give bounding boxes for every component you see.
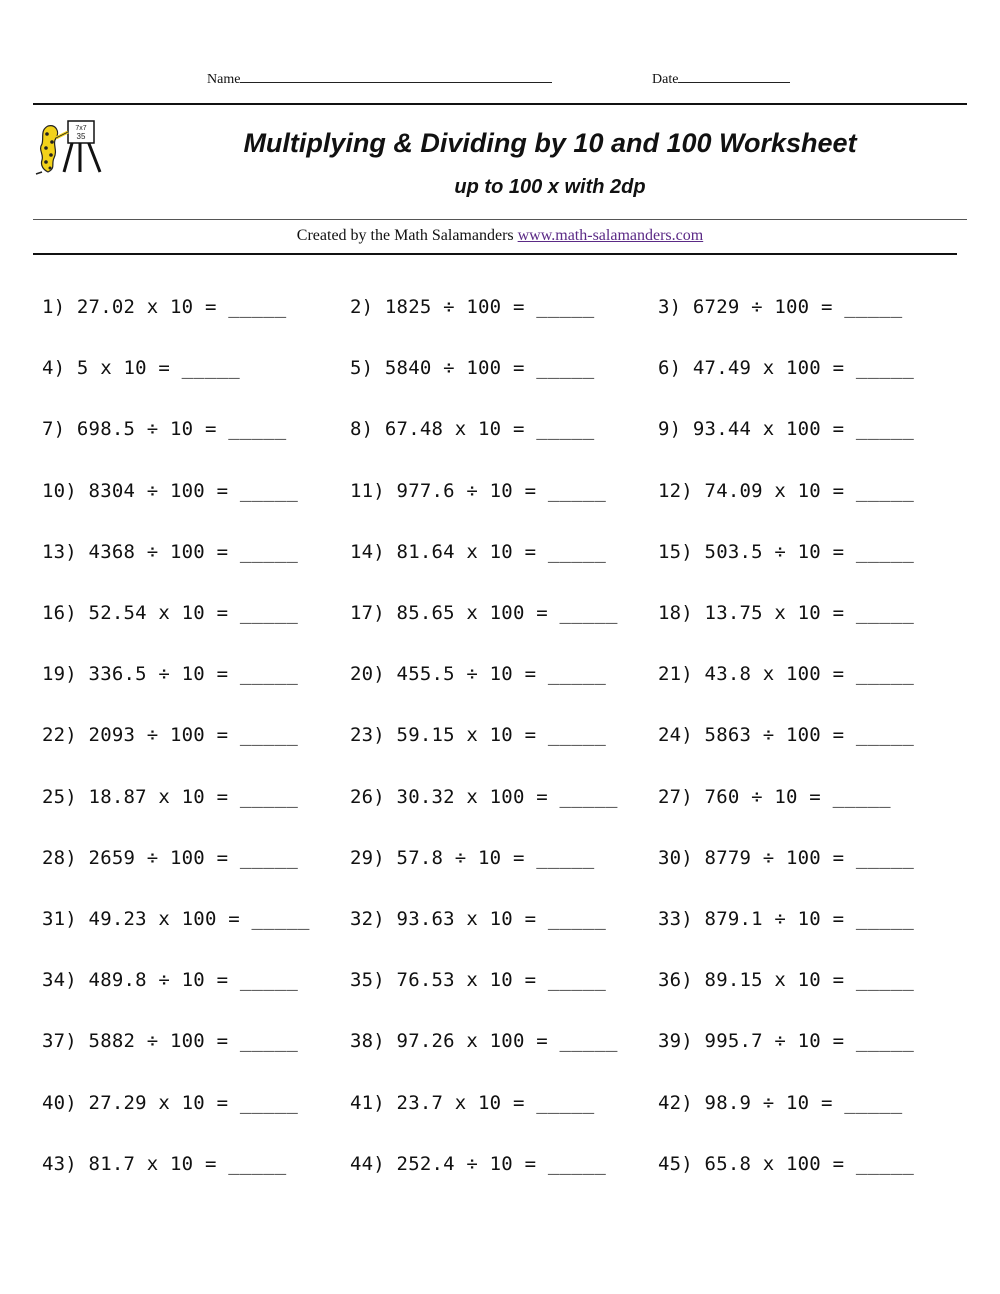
page-title: Multiplying & Dividing by 10 and 100 Worksheet — [243, 128, 857, 158]
date-blank — [678, 70, 790, 83]
credit-line — [33, 227, 967, 245]
problem-item: 30) 8779 ÷ 100 = _____ — [658, 846, 915, 869]
page-subtitle: up to 100 x with 2dp — [454, 176, 646, 198]
problem-item: 35) 76.53 x 10 = _____ — [350, 969, 607, 992]
problem-item: 15) 503.5 ÷ 10 = _____ — [658, 540, 915, 563]
problem-item: 12) 74.09 x 10 = _____ — [658, 479, 915, 502]
problem-item: 20) 455.5 ÷ 10 = _____ — [350, 663, 607, 686]
problem-item: 1) 27.02 x 10 = _____ — [42, 296, 287, 318]
problem-item: 27) 760 ÷ 10 = _____ — [658, 785, 891, 808]
svg-text:7x7: 7x7 — [75, 125, 87, 132]
problem-item: 22) 2093 ÷ 100 = _____ — [42, 724, 299, 747]
problem-row — [42, 357, 962, 387]
name-label: Name — [207, 72, 241, 87]
problem-item: 10) 8304 ÷ 100 = _____ — [42, 479, 299, 502]
problem-item: 26) 30.32 x 100 = _____ — [350, 785, 618, 808]
problem-item: 19) 336.5 ÷ 10 = _____ — [42, 663, 299, 686]
credit-divider — [33, 253, 957, 255]
problem-item: 31) 49.23 x 100 = _____ — [42, 908, 310, 930]
title-divider — [33, 219, 967, 220]
problem-item: 40) 27.29 x 10 = _____ — [42, 1091, 299, 1114]
problem-item: 13) 4368 ÷ 100 = _____ — [42, 540, 299, 563]
problem-item: 5) 5840 ÷ 100 = _____ — [350, 357, 595, 380]
problem-row — [42, 847, 962, 877]
problem-item: 28) 2659 ÷ 100 = _____ — [42, 846, 299, 869]
problem-row — [42, 969, 962, 999]
problem-row — [42, 1092, 962, 1122]
math-salamanders-logo-icon — [34, 118, 108, 176]
problem-item: 18) 13.75 x 10 = _____ — [658, 602, 915, 624]
problem-row — [42, 724, 962, 754]
problem-item: 29) 57.8 ÷ 10 = _____ — [350, 846, 595, 869]
problem-item: 6) 47.49 x 100 = _____ — [658, 357, 915, 380]
credit-text: Created by the Math Salamanders — [296, 227, 514, 244]
problem-item: 14) 81.64 x 10 = _____ — [350, 540, 607, 563]
top-divider — [33, 103, 967, 105]
date-field — [652, 70, 790, 88]
problem-item: 34) 489.8 ÷ 10 = _____ — [42, 969, 299, 992]
problem-item: 33) 879.1 ÷ 10 = _____ — [658, 908, 915, 930]
problem-item: 21) 43.8 x 100 = _____ — [658, 663, 915, 686]
svg-text:35: 35 — [76, 132, 86, 141]
problem-item: 16) 52.54 x 10 = _____ — [42, 602, 299, 624]
problem-item: 17) 85.65 x 100 = _____ — [350, 602, 618, 624]
date-label: Date — [652, 72, 679, 87]
problem-item: 42) 98.9 ÷ 10 = _____ — [658, 1091, 903, 1114]
problem-item: 9) 93.44 x 100 = _____ — [658, 418, 915, 441]
problem-item: 11) 977.6 ÷ 10 = _____ — [350, 479, 607, 502]
problem-row — [42, 541, 962, 571]
problem-item: 39) 995.7 ÷ 10 = _____ — [658, 1030, 915, 1053]
problem-item: 44) 252.4 ÷ 10 = _____ — [350, 1152, 607, 1175]
credit-link[interactable]: www.math-salamanders.com — [517, 227, 704, 244]
problem-row — [42, 602, 962, 632]
problem-row — [42, 1153, 962, 1183]
problem-item: 38) 97.26 x 100 = _____ — [350, 1030, 618, 1053]
problem-row — [42, 296, 962, 326]
name-blank — [240, 70, 552, 83]
problem-item: 4) 5 x 10 = _____ — [42, 357, 240, 380]
problem-item: 25) 18.87 x 10 = _____ — [42, 785, 299, 808]
problem-row — [42, 663, 962, 693]
problem-item: 2) 1825 ÷ 100 = _____ — [350, 296, 595, 318]
problem-item: 41) 23.7 x 10 = _____ — [350, 1091, 595, 1114]
problem-item: 23) 59.15 x 10 = _____ — [350, 724, 607, 747]
problem-row — [42, 908, 962, 938]
problem-item: 24) 5863 ÷ 100 = _____ — [658, 724, 915, 747]
problem-item: 37) 5882 ÷ 100 = _____ — [42, 1030, 299, 1053]
name-field — [207, 70, 552, 88]
problem-item: 32) 93.63 x 10 = _____ — [350, 908, 607, 930]
problem-item: 8) 67.48 x 10 = _____ — [350, 418, 595, 441]
problem-item: 45) 65.8 x 100 = _____ — [658, 1152, 915, 1175]
problem-row — [42, 418, 962, 448]
problem-item: 7) 698.5 ÷ 10 = _____ — [42, 418, 287, 441]
problem-row — [42, 786, 962, 816]
problem-item: 43) 81.7 x 10 = _____ — [42, 1152, 287, 1175]
problem-item: 3) 6729 ÷ 100 = _____ — [658, 296, 903, 318]
problem-item: 36) 89.15 x 10 = _____ — [658, 969, 915, 992]
problem-row — [42, 480, 962, 510]
problem-row — [42, 1030, 962, 1060]
